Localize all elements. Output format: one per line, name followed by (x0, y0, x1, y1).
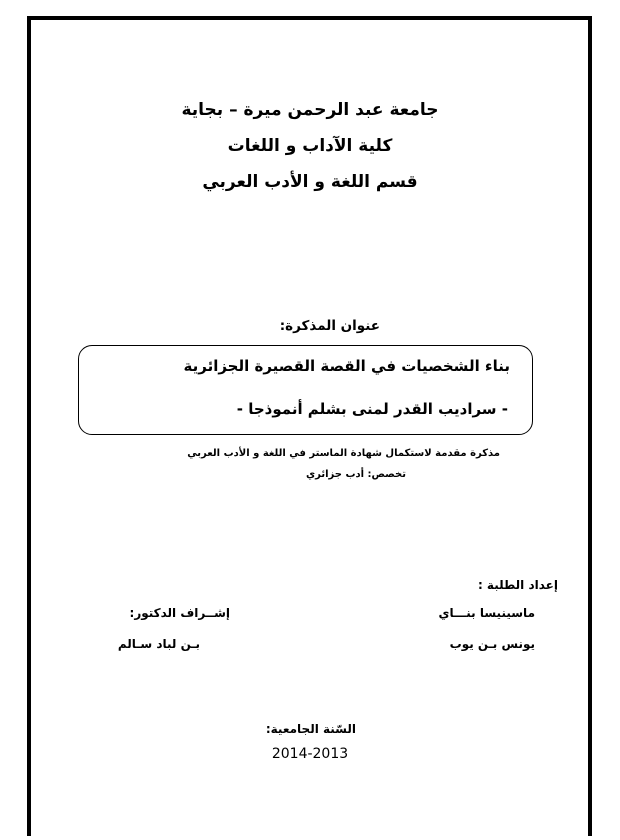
memo-description: مذكرة مقدمة لاستكمال شهادة الماستر في اللغة و الأدب العربي (187, 448, 500, 459)
academic-year-label: السّنة الجامعية: (265, 722, 356, 736)
student-name-2: يونس بـن يوب (449, 637, 535, 651)
faculty-name: كلية الآداب و اللغات (227, 136, 393, 156)
academic-year-value: 2014-2013 (271, 746, 349, 762)
student-name-1: ماسينيسا بنـــاي (438, 606, 535, 620)
supervisor-label: إشــراف الدكتور: (129, 606, 230, 620)
memo-title-line1: بناء الشخصيات في القصة القصيرة الجزائرية (183, 357, 510, 375)
specialization: تخصص: أدب جزائري (305, 469, 406, 480)
students-label: إعداد الطلبة : (477, 578, 558, 592)
supervisor-name: بـن لباد سـالم (117, 637, 200, 651)
memo-title-line2: - سراديب القدر لمنى بشلم أنموذجا - (236, 400, 508, 418)
department-name: قسم اللغة و الأدب العربي (202, 172, 418, 192)
university-name: جامعة عبد الرحمن ميرة – بجاية (181, 100, 439, 120)
memo-title-label: عنوان المذكرة: (279, 318, 380, 334)
